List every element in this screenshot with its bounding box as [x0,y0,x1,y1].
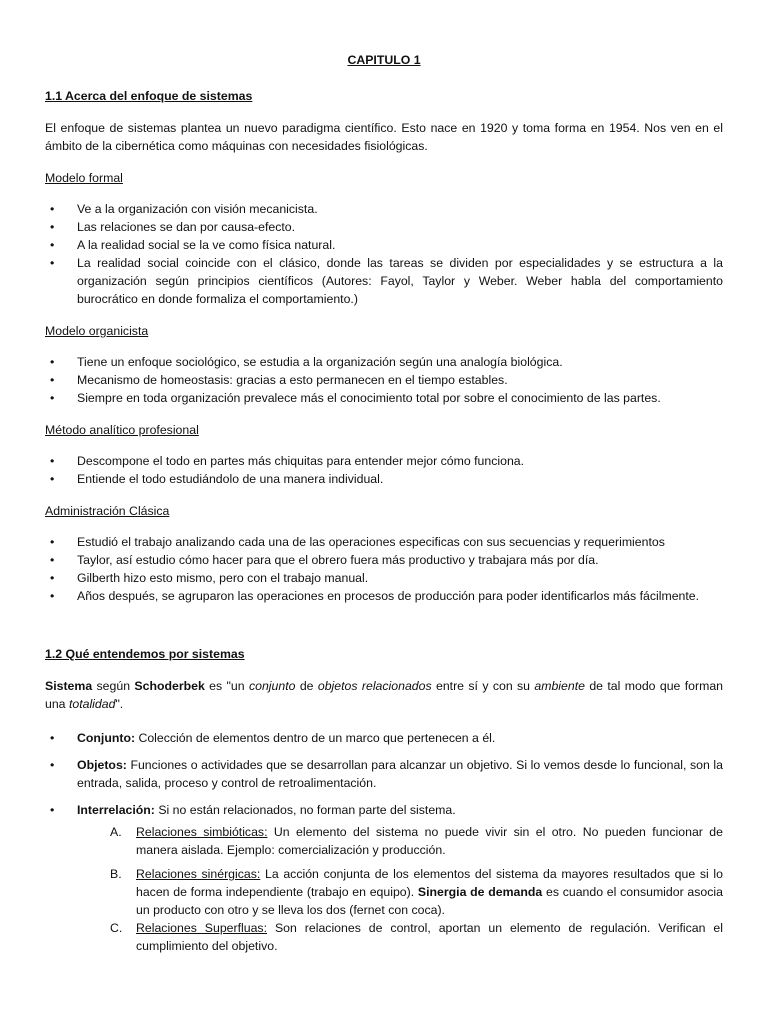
intro-paragraph: El enfoque de sistemas plantea un nuevo paradigma científico. Esto nace en 1920 y toma forma en 1954. Nos ven en el ámbito de la cibernética como máquinas con necesidades fisiológicas. [45,121,723,153]
list-item [45,729,723,747]
list-item [110,865,723,919]
relation-text: es cuando el consumidor asocia un producto con otro y se lleva los dos (fernet con coca). [136,885,723,917]
definition-text: es "un [204,679,249,693]
definition-text: ". [115,697,124,711]
list-item: • La realidad social coincide con el clásico, donde las tareas se dividen por especialidades y se estructura a la organización según principios científicos (Autores: Fayol, Taylor y Weber. Weber habla del comportamiento burocrático en donde formaliza el comportamiento.) [45,254,723,308]
list-item: • Las relaciones se dan por causa-efecto. [45,218,723,236]
subheading-modelo-formal: Modelo formal [45,171,123,185]
relations-list [45,823,723,955]
system-terms-list [45,729,723,819]
subheading-metodo-analitico: Método analítico profesional [45,423,199,437]
term-description: Colección de elementos dentro de un marco que pertenecen a él. [135,731,496,745]
relation-text: Son relaciones de control, aportan un elemento de regulación. Verifican el cumplimiento del objetivo. [136,921,723,953]
definition-term-sistema: Sistema [45,679,93,693]
list-marker: A. [110,825,122,839]
administracion-clasica-list [45,533,723,605]
list-item: • Mecanismo de homeostasis: gracias a esto permanecen en el tiempo estables. [45,371,723,389]
relation-title: Relaciones Superfluas: [136,921,267,935]
section-heading-1-1: 1.1 Acerca del enfoque de sistemas [45,89,253,103]
list-item: • Tiene un enfoque sociológico, se estudia a la organización según una analogía biológica. [45,353,723,371]
definition-emphasis: conjunto [248,679,296,693]
term-description: Funciones o actividades que se desarrollan para alcanzar un objetivo. Si lo vemos desde lo funcional, son la entrada, salida, proceso y control de retroalimentación. [77,758,723,790]
list-marker: B. [110,867,122,881]
definition-author: Schoderbek [134,679,205,693]
modelo-formal-list [45,200,723,308]
list-item: • Ve a la organización con visión mecanicista. [45,200,723,218]
definition-emphasis: objetos relacionados [317,679,432,693]
chapter-title: CAPITULO 1 [347,53,421,67]
list-item: • Taylor, así estudio cómo hacer para que el obrero fuera más productivo y trabajara más por día. [45,551,723,569]
relation-bold-term: Sinergia de demanda [417,885,543,899]
definition-text: entre sí y con su [431,679,535,693]
list-item [110,919,723,955]
list-item: • Descompone el todo en partes más chiquitas para entender mejor cómo funciona. [45,452,723,470]
subheading-administracion-clasica: Administración Clásica [45,504,170,518]
section-heading-1-2: 1.2 Qué entendemos por sistemas [45,647,245,661]
definition-text: de tal modo que forman una [45,679,724,711]
term-label: Objetos: [77,758,127,772]
definition-emphasis: totalidad [68,697,116,711]
system-definition [45,677,723,713]
list-item [45,756,723,792]
list-item [110,823,723,859]
term-label: Conjunto: [77,731,136,745]
relation-text: La acción conjunta de los elementos del sistema da mayores resultados que si lo hacen de forma independiente (trabajo en equipo). [136,867,723,899]
modelo-organicista-list [45,353,723,407]
definition-emphasis: ambiente [534,679,585,693]
list-item: • Gilberth hizo esto mismo, pero con el trabajo manual. [45,569,723,587]
list-item: • Estudió el trabajo analizando cada una de las operaciones especificas con sus secuencias y requerimientos [45,533,723,551]
list-item: • A la realidad social se la ve como física natural. [45,236,723,254]
relation-text: Un elemento del sistema no puede vivir sin el otro. No pueden funcionar de manera aislada. Ejemplo: comercialización y producción. [136,825,723,857]
list-item: • Siempre en toda organización prevalece más el conocimiento total por sobre el conocimiento de las partes. [45,389,723,407]
subheading-modelo-organicista: Modelo organicista [45,324,149,338]
term-description: Si no están relacionados, no forman parte del sistema. [154,803,456,817]
list-item [45,801,723,819]
definition-text: de [295,679,318,693]
definition-text: según [92,679,135,693]
list-marker: C. [110,921,123,935]
list-item: • Años después, se agruparon las operaciones en procesos de producción para poder identificarlos más fácilmente. [45,587,723,605]
relation-title: Relaciones sinérgicas: [136,867,261,881]
relation-title: Relaciones simbióticas: [136,825,268,839]
term-label: Interrelación: [77,803,155,817]
metodo-analitico-list [45,452,723,488]
list-item: • Entiende el todo estudiándolo de una manera individual. [45,470,723,488]
